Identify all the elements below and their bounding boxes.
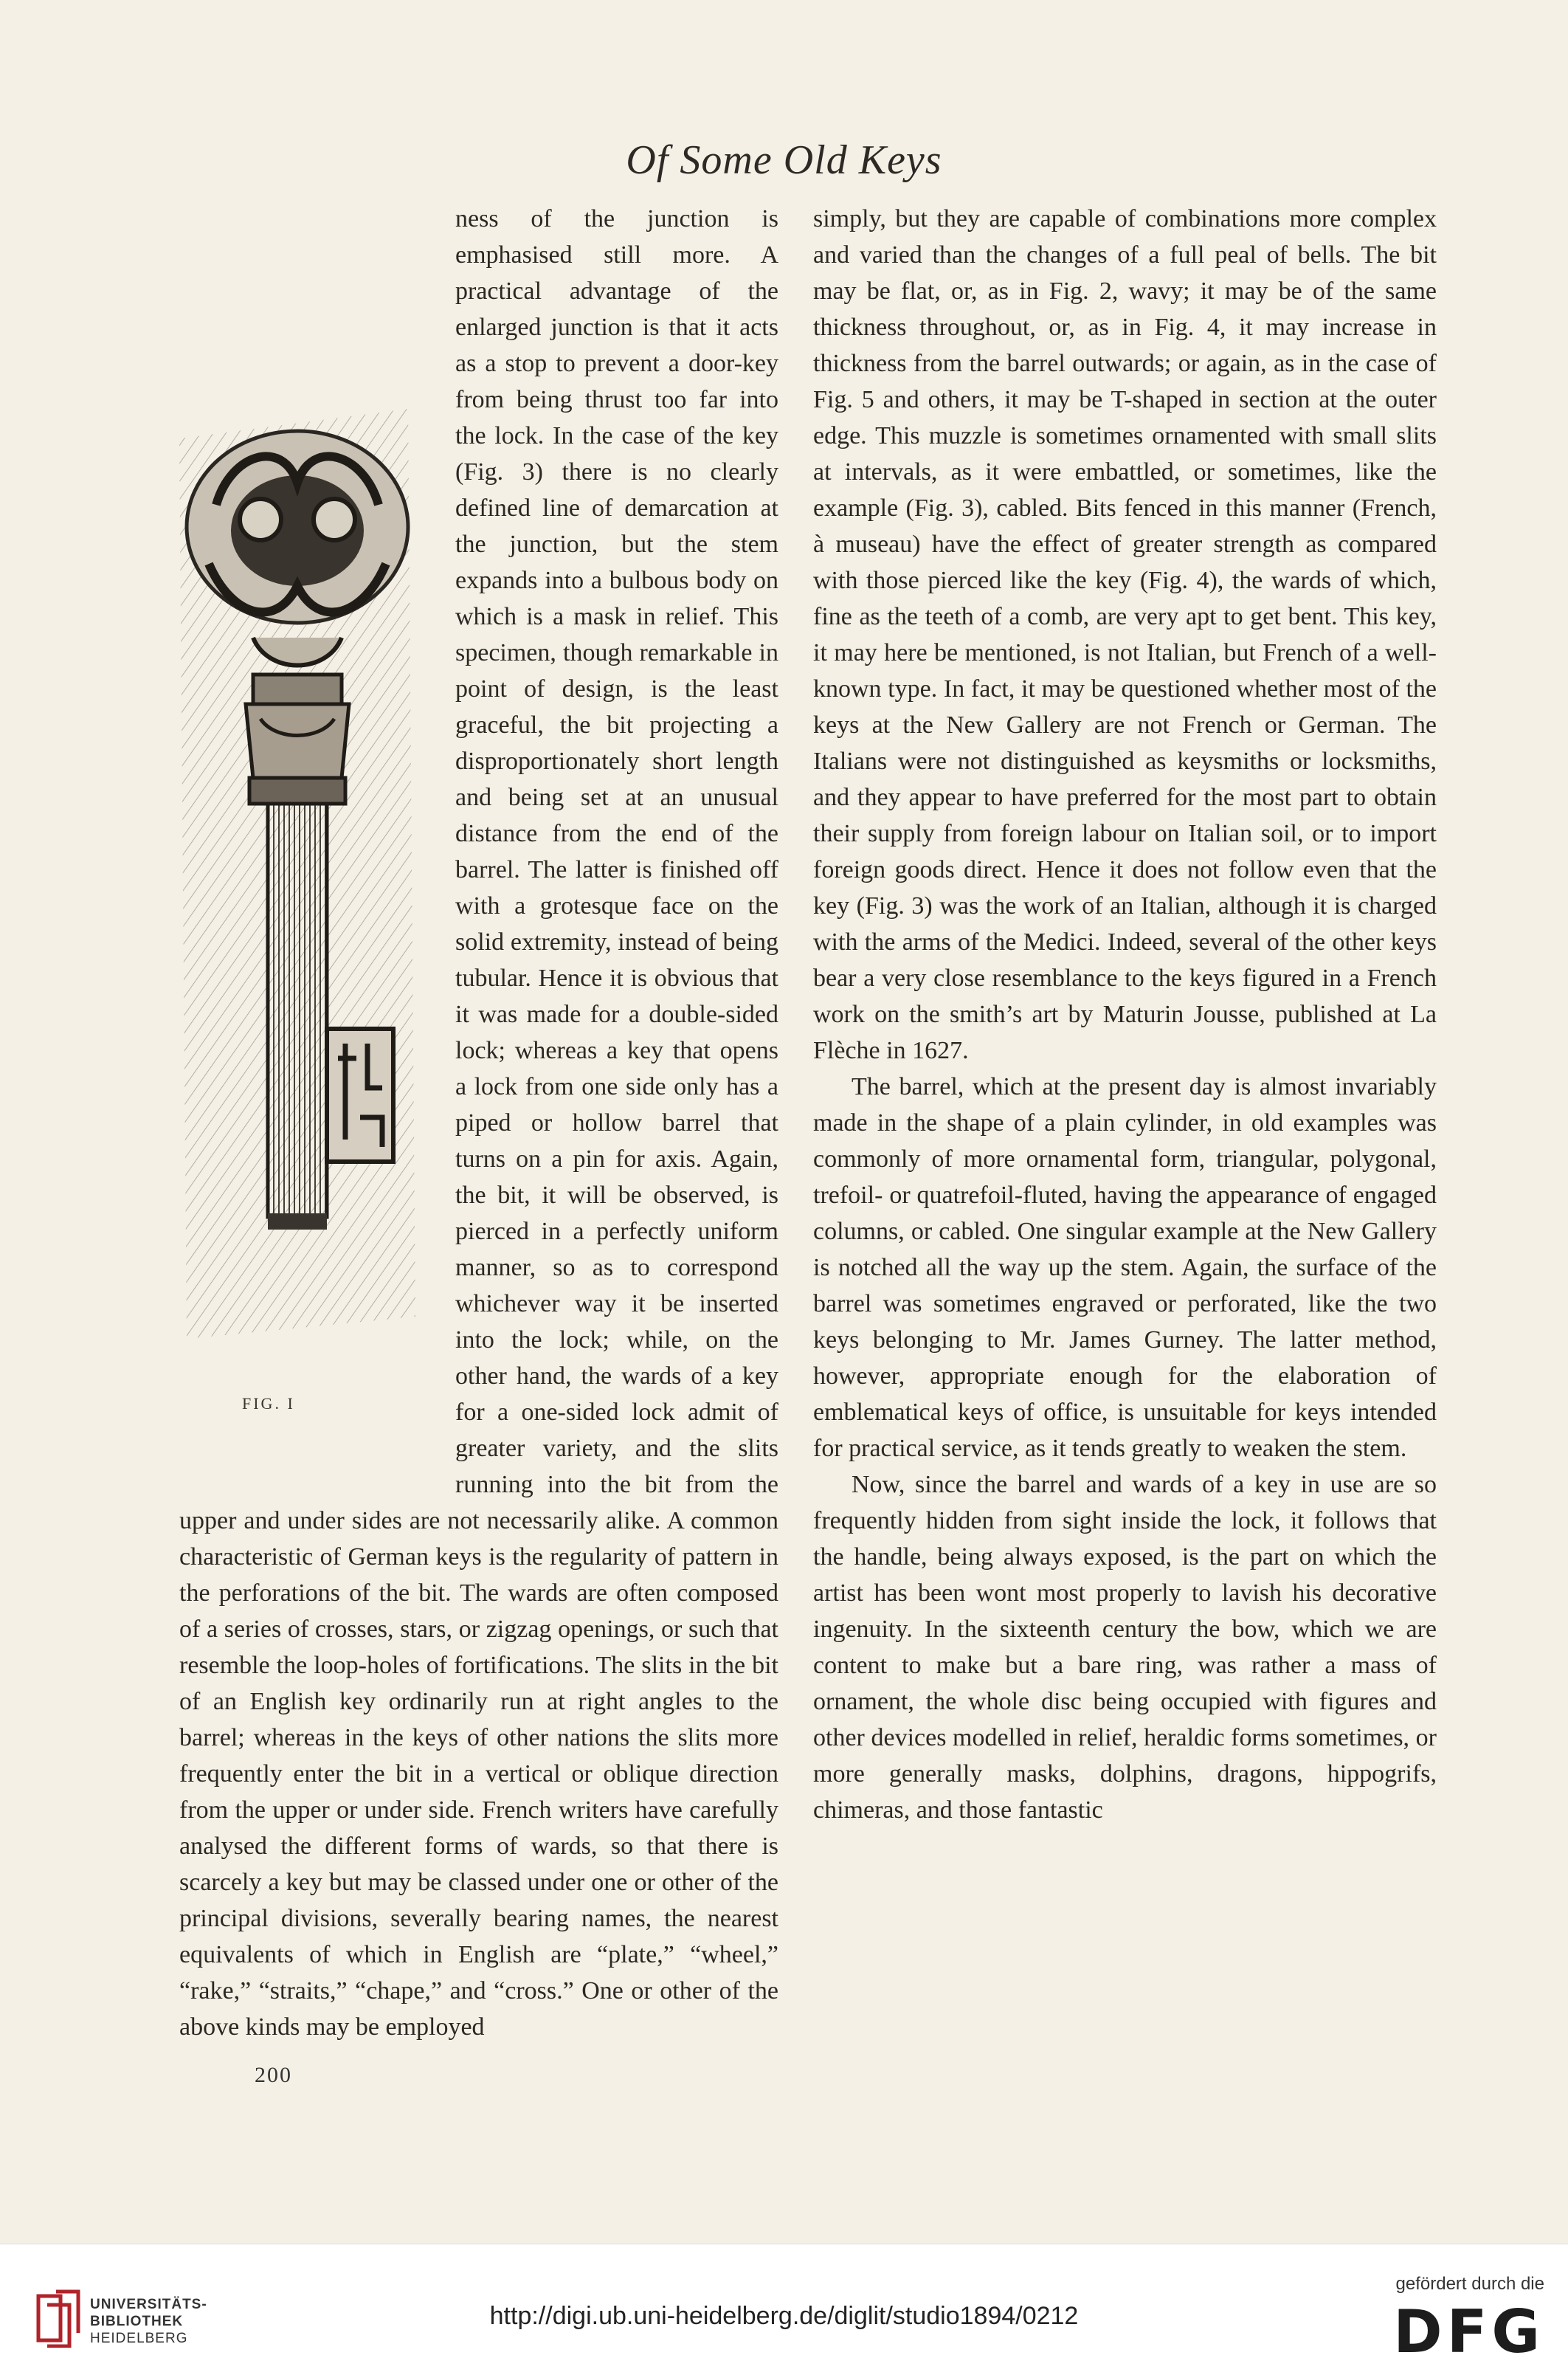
dfg-logo-icon: DFG (1393, 2298, 1544, 2366)
funding-notice (1393, 2274, 1544, 2365)
ornate-key-illustration-icon (165, 394, 438, 1354)
permalink-url[interactable]: http://digi.ub.uni-heidelberg.de/diglit/studio1894/0212 (489, 2302, 1079, 2330)
right-paragraph-2: The barrel, which at the present day is almost invariably made in the shape of a plain cylinder, in old examples was commonly of more ornamental form, triangular, polygonal, trefoil- or quatrefoil-fluted, having the appearance of engaged columns, or cabled. One singular example at the New Gallery is notched all the way up the stem. Again, the surface of the barrel was sometimes engraved or perforated, like the two keys belonging to Mr. James Gurney. The latter method, however, appropriate enough for the elaboration of emblematical keys of office, is unsuitable for keys intended for practical service, as it tends greatly to weaken the stem. (813, 1073, 1437, 1462)
left-paragraph: ness of the junction is emphasised still more. A practical advantage of the enlarged junction is that it acts as a stop to prevent a door-key from being thrust too far into the lock. In the case of the key (Fig. 3) there is no clearly defined line of demarcation at the junction, but the stem expands into a bulbous body on which is a mask in relief. This specimen, though remarkable in point of design, is the least graceful, the bit projecting a disproportionately short length and being set at an unusual distance from the end of the barrel. The latter is finished off with a grotesque face on the solid extremity, instead of being tubular. Hence it is obvious that it was made for a double-sided lock; whereas a key that opens a lock from one side only has a piped or hollow barrel that turns on a pin for axis. Again, the bit, it will be observed, is pierced in a perfectly uniform manner, so as to correspond whichever way it be inserted into the lock; while, on the other hand, the wards of a key for a one-sided lock admit of greater variety, and the slits running into the bit from the upper and under sides are not necessarily alike. A common characteristic of German keys is the regularity of pattern in the perforations of the bit. The wards are often composed of a series of crosses, stars, or zigzag openings, or such that resemble the loop-holes of fortifications. The slits in the bit of an English key ordinarily run at right angles to the barrel; whereas in the keys of other nations the slits more frequently enter the bit in a vertical or oblique direction from the upper or under side. French writers have carefully analysed the different forms of wards, so that there is scarcely a key but may be classed under one or other of the principal divisions, severally bearing names, the nearest equivalents of which in English are “plate,” “wheel,” “rake,” “straits,” “chape,” and “cross.” One or other of the above kinds may be employed (179, 205, 778, 2041)
right-column (813, 201, 1437, 1828)
left-column (179, 201, 778, 2045)
key-figure (179, 365, 439, 1494)
right-paragraph-1: simply, but they are capable of combinations more complex and varied than the changes of a full peal of bells. The bit may be flat, or, as in Fig. 2, wavy; it may be of the same thickness throughout, or, as in Fig. 4, it may increase in thickness from the barrel outwards; or again, as in the case of Fig. 5 and others, it may be T-shaped in section at the outer edge. This muzzle is sometimes ornamented with small slits at intervals, as it were embattled, or sometimes, like the example (Fig. 3), cabled. Bits fenced in this manner (French, à museau) have the effect of greater strength as compared with those pierced like the key (Fig. 4), the wards of which, fine as the teeth of a comb, are very apt to get bent. This key, it may here be mentioned, is not Italian, but French of a well-known type. In fact, it may be questioned whether most of the keys at the New Gallery are not French or German. The Italians were not distinguished as keysmiths or locksmiths, and they appear to have preferred for the most part to obtain their supply from foreign labour on Italian soil, or to import foreign goods direct. Hence it does not follow even that the key (Fig. 3) was the work of an Italian, although it is charged with the arms of the Medici. Indeed, several of the other keys bear a very close resemblance to the keys figured in a French work on the smith’s art by Maturin Jousse, published at La Flèche in 1627. (813, 205, 1437, 1064)
digitization-footer (0, 2244, 1568, 2375)
figure-caption: FIG. I (242, 1394, 295, 1413)
funding-text: gefördert durch die (1395, 2274, 1544, 2294)
page-number: 200 (255, 2063, 292, 2087)
right-paragraph-3: Now, since the barrel and wards of a key in use are so frequently hidden from sight inside the lock, it follows that the handle, being always exposed, is the part on which the artist has been wont most properly to lavish his decorative ingenuity. In the sixteenth century the bow, which we are content to make but a bare ring, was rather a mass of ornament, the whole disc being occupied with figures and other devices modelled in relief, heraldic forms sometimes, or more generally masks, dolphins, dragons, hippogrifs, chimeras, and those fantastic (813, 1471, 1437, 1824)
library-name: UNIVERSITÄTS- BIBLIOTHEK HEIDELBERG (90, 2297, 207, 2346)
running-head: Of Some Old Keys (626, 137, 942, 183)
